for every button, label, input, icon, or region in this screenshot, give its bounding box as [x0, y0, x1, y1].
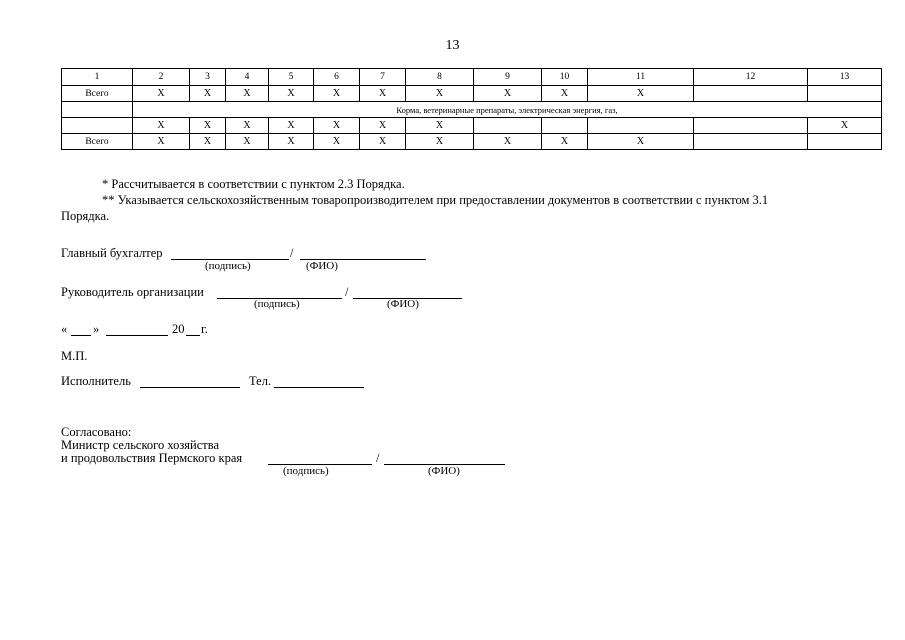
header-cell: 7 — [360, 69, 406, 86]
table-cell: X — [133, 86, 190, 102]
table-cell — [62, 102, 133, 118]
header-cell: 12 — [694, 69, 808, 86]
date-day-line — [71, 335, 91, 336]
name-caption: (ФИО) — [306, 260, 338, 272]
table-cell: Всего — [62, 134, 133, 150]
date-close-quote: » — [93, 322, 100, 336]
page-number: 13 — [445, 38, 460, 53]
phone-line — [274, 387, 364, 388]
table-cell: Всего — [62, 86, 133, 102]
name-caption: (ФИО) — [428, 465, 460, 477]
table-cell: X — [588, 134, 694, 150]
header-cell: 10 — [542, 69, 588, 86]
table-cell — [694, 118, 808, 134]
table-cell: X — [190, 134, 226, 150]
table-cell: X — [406, 118, 474, 134]
table-cell: X — [360, 118, 406, 134]
footnote-2: ** Указывается сельскохозяйственным товаропроизводителем при предоставлении документов в соответствии с пунктом 3.1 — [102, 193, 769, 207]
table-cell: X — [808, 118, 882, 134]
section-title: Корма, ветеринарные препараты, электрическая энергия, газ, — [133, 102, 882, 118]
header-cell: 1 — [62, 69, 133, 86]
table-cell: X — [269, 118, 314, 134]
header-cell: 8 — [406, 69, 474, 86]
table-cell: X — [133, 134, 190, 150]
table-row-data — [62, 118, 882, 134]
header-cell: 2 — [133, 69, 190, 86]
table-cell: X — [406, 86, 474, 102]
table-row-total-1 — [62, 86, 882, 102]
table-cell: X — [226, 86, 269, 102]
signature-caption: (подпись) — [205, 260, 251, 272]
footnote-1: * Рассчитывается в соответствии с пунктом 2.3 Порядка. — [102, 177, 405, 191]
table-cell — [62, 118, 133, 134]
signature-caption: (подпись) — [283, 465, 329, 477]
table-cell: X — [406, 134, 474, 150]
table-cell: X — [226, 118, 269, 134]
table-cell: X — [133, 118, 190, 134]
executor-label: Исполнитель — [61, 374, 131, 388]
table-cell — [588, 118, 694, 134]
table-row-total-2 — [62, 134, 882, 150]
table-cell: X — [542, 86, 588, 102]
table-cell: X — [542, 134, 588, 150]
header-cell: 3 — [190, 69, 226, 86]
table-cell: X — [269, 86, 314, 102]
minister-title-line-1: Министр сельского хозяйства — [61, 438, 220, 452]
stamp-label: М.П. — [61, 349, 88, 363]
table-header-row — [62, 69, 882, 86]
footnote-2-continued: Порядка. — [61, 209, 110, 223]
table-cell — [694, 134, 808, 150]
head-of-org-label: Руководитель организации — [61, 285, 204, 299]
header-cell: 11 — [588, 69, 694, 86]
date-open-quote: « — [61, 322, 68, 336]
phone-label: Тел. — [249, 374, 272, 388]
table-cell: X — [360, 134, 406, 150]
minister-title-line-2: и продовольствия Пермского края — [61, 451, 243, 465]
table-row-section — [62, 102, 882, 118]
table-cell — [808, 86, 882, 102]
table-cell: X — [190, 118, 226, 134]
header-cell: 5 — [269, 69, 314, 86]
chief-accountant-label: Главный бухгалтер — [61, 246, 163, 260]
date-month-line — [106, 335, 168, 336]
table-cell: X — [474, 86, 542, 102]
name-caption: (ФИО) — [387, 298, 419, 310]
table-cell: X — [190, 86, 226, 102]
separator-slash: / — [290, 246, 294, 260]
table-cell: X — [269, 134, 314, 150]
table-cell — [808, 134, 882, 150]
table-cell — [474, 118, 542, 134]
table-cell: X — [588, 86, 694, 102]
header-cell: 4 — [226, 69, 269, 86]
table-cell: X — [474, 134, 542, 150]
header-cell: 6 — [314, 69, 360, 86]
agreed-label: Согласовано: — [61, 425, 132, 439]
header-cell: 9 — [474, 69, 542, 86]
table-cell: X — [314, 118, 360, 134]
table-cell: X — [314, 134, 360, 150]
executor-line — [140, 387, 240, 388]
separator-slash: / — [345, 285, 349, 299]
table-cell — [542, 118, 588, 134]
signature-caption: (подпись) — [254, 298, 300, 310]
year-prefix: 20 — [172, 322, 185, 336]
year-suffix: г. — [201, 322, 208, 336]
table-cell: X — [360, 86, 406, 102]
table-cell — [694, 86, 808, 102]
data-table — [61, 68, 882, 150]
separator-slash: / — [376, 451, 380, 465]
date-year-line — [186, 335, 200, 336]
header-cell: 13 — [808, 69, 882, 86]
table-cell: X — [226, 134, 269, 150]
table-cell: X — [314, 86, 360, 102]
